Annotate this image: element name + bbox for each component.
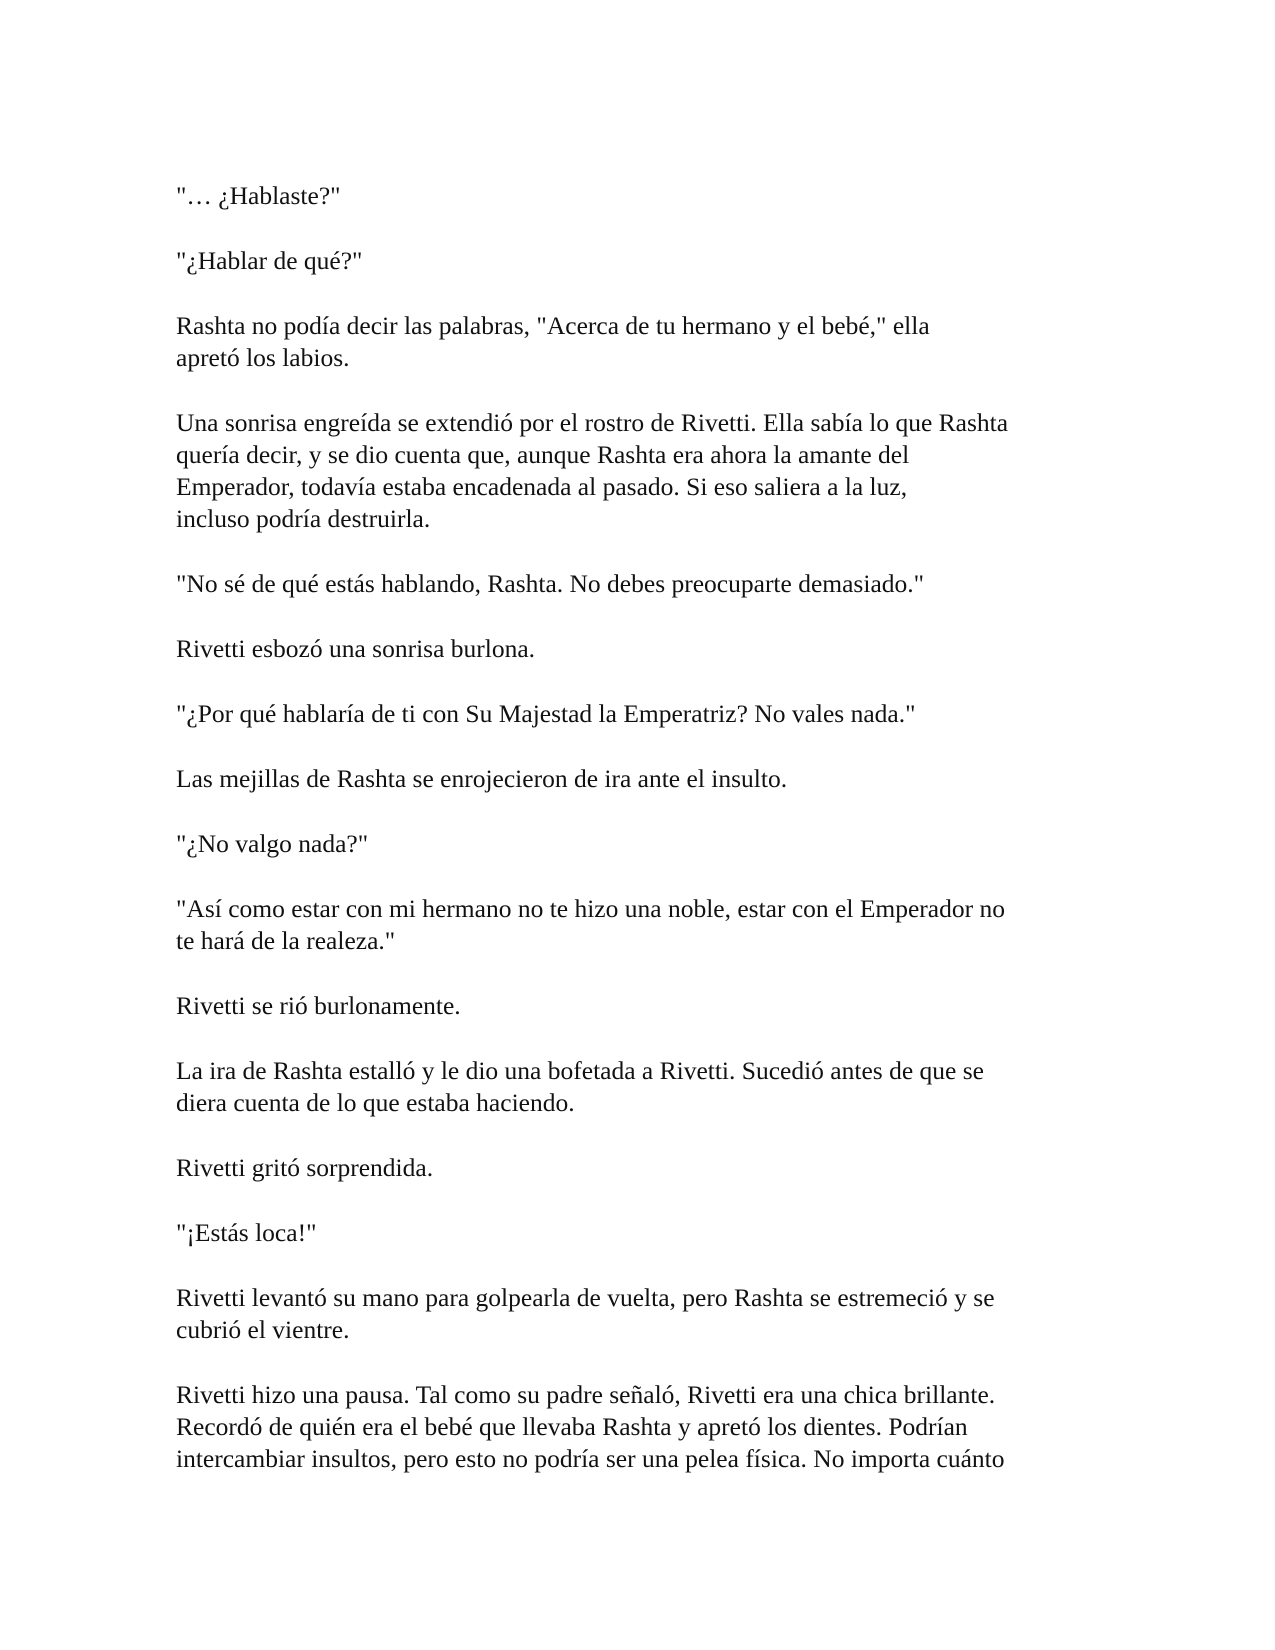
- paragraph: Rivetti se rió burlonamente.: [176, 991, 461, 1020]
- paragraph: La ira de Rashta estalló y le dio una bofetada a Rivetti. Sucedió antes de que se diera cuenta de lo que estaba haciendo.: [176, 1056, 984, 1117]
- paragraph: Rivetti hizo una pausa. Tal como su padre señaló, Rivetti era una chica brillante. Recordó de quién era el bebé que llevaba Rashta y apretó los dientes. Podrían intercambiar insultos, pero esto no podría ser una pelea física. No importa cuánto: [176, 1380, 1005, 1473]
- paragraph: Rivetti levantó su mano para golpearla de vuelta, pero Rashta se estremeció y se cubrió el vientre.: [176, 1283, 995, 1344]
- paragraph: Rivetti gritó sorprendida.: [176, 1153, 434, 1182]
- paragraph: Rashta no podía decir las palabras, "Acerca de tu hermano y el bebé," ella apretó los labios.: [176, 311, 930, 372]
- paragraph: "¿Por qué hablaría de ti con Su Majestad la Emperatriz? No vales nada.": [176, 699, 916, 728]
- paragraph: "No sé de qué estás hablando, Rashta. No debes preocuparte demasiado.": [176, 569, 925, 598]
- paragraph: "Así como estar con mi hermano no te hizo una noble, estar con el Emperador no te hará de la realeza.": [176, 894, 1005, 955]
- paragraph: "… ¿Hablaste?": [176, 181, 341, 210]
- paragraph: Rivetti esbozó una sonrisa burlona.: [176, 634, 536, 663]
- paragraph: Una sonrisa engreída se extendió por el rostro de Rivetti. Ella sabía lo que Rashta quería decir, y se dio cuenta que, aunque Rashta era ahora la amante del Emperador, todavía estaba encadenada al pasado. Si eso saliera a la luz, incluso podría destruirla.: [176, 408, 1009, 533]
- paragraph: "¡Estás loca!": [176, 1218, 317, 1247]
- paragraph: "¿No valgo nada?": [176, 829, 369, 858]
- paragraph: "¿Hablar de qué?": [176, 246, 363, 275]
- document-body: [176, 180, 1106, 1508]
- paragraph: Las mejillas de Rashta se enrojecieron de ira ante el insulto.: [176, 764, 788, 793]
